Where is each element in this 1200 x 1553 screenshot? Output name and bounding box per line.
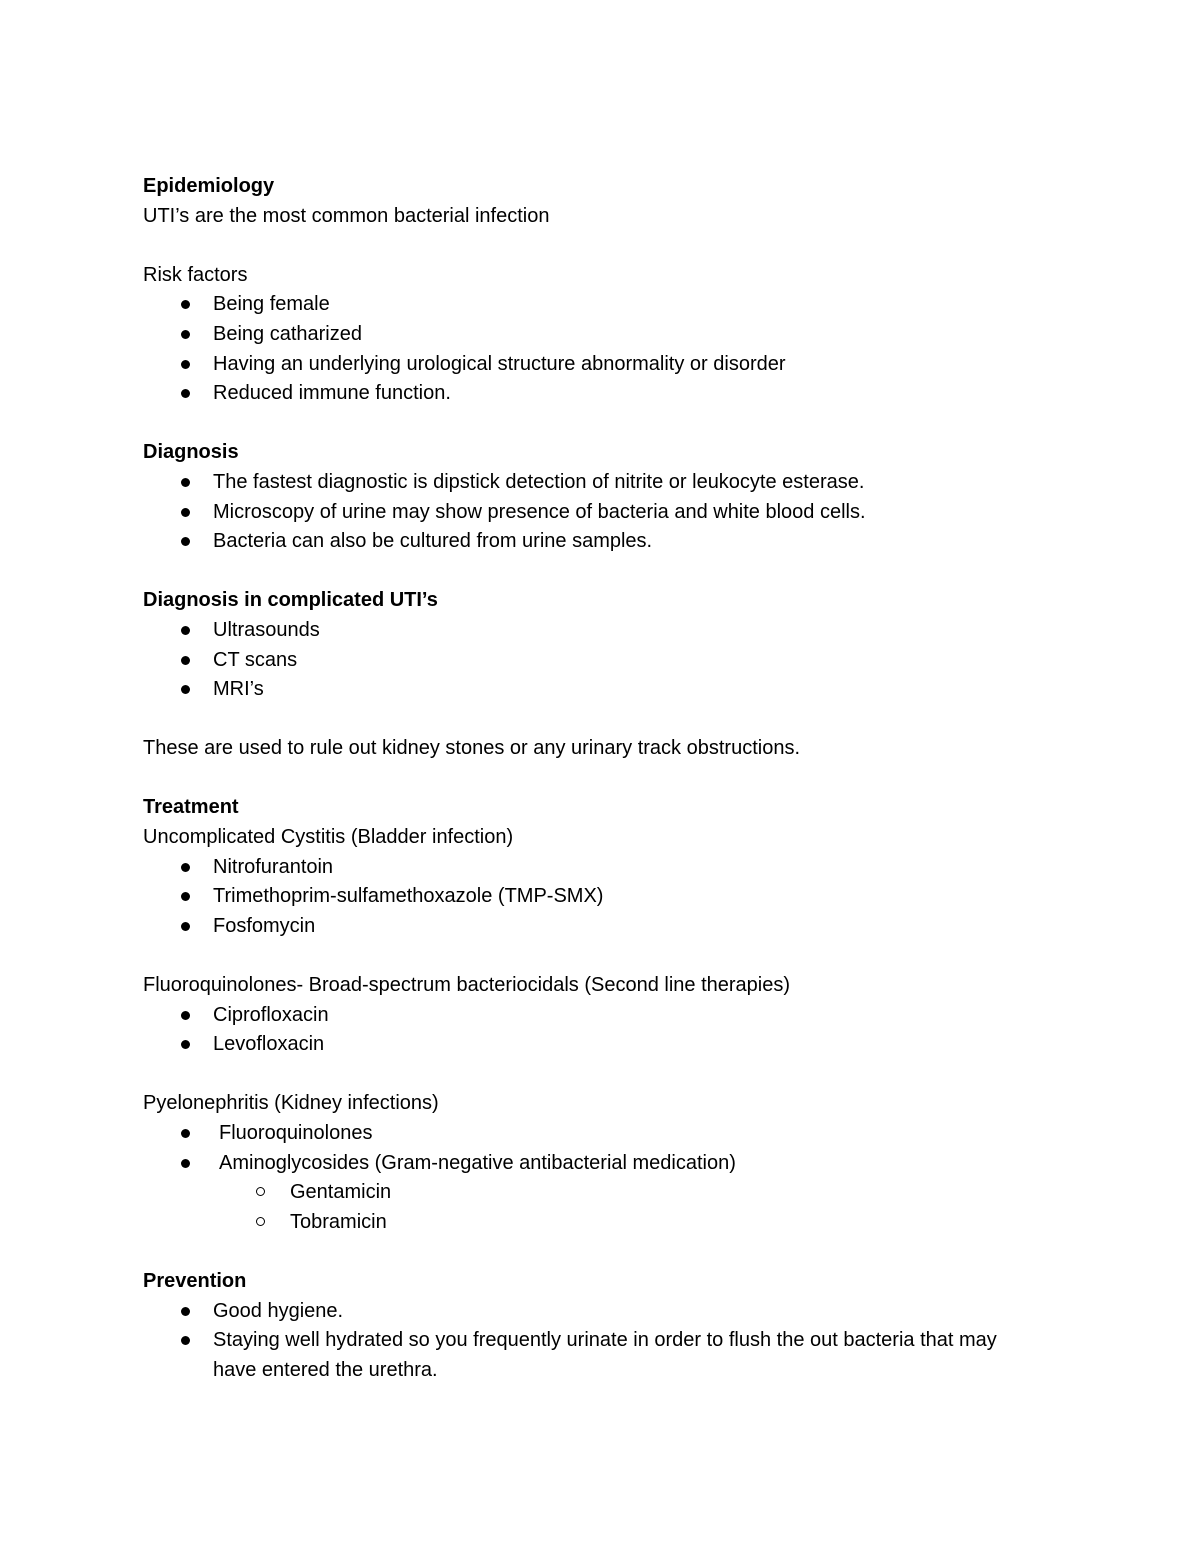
spacer bbox=[143, 557, 1200, 587]
spacer bbox=[143, 1060, 1200, 1090]
diagnosis-complicated-heading: Diagnosis in complicated UTI’s bbox=[143, 589, 438, 612]
list-item: Being catharized bbox=[143, 320, 1200, 350]
list-item: Being female bbox=[143, 290, 1200, 320]
uncomplicated-cystitis-list bbox=[143, 853, 1200, 942]
spacer bbox=[143, 409, 1200, 439]
list-item: The fastest diagnostic is dipstick detection of nitrite or leukocyte esterase. bbox=[143, 468, 1200, 498]
list-item: Good hygiene. bbox=[143, 1297, 1200, 1327]
fluoroquinolones-title: Fluoroquinolones- Broad-spectrum bacteriocidals (Second line therapies) bbox=[143, 974, 791, 997]
list-item: Nitrofurantoin bbox=[143, 853, 1200, 883]
prevention-heading: Prevention bbox=[143, 1269, 247, 1292]
prevention-list bbox=[143, 1297, 1200, 1386]
pyelonephritis-list bbox=[143, 1119, 1200, 1237]
spacer bbox=[143, 231, 1200, 261]
list-item: Trimethoprim-sulfamethoxazole (TMP-SMX) bbox=[143, 882, 1200, 912]
spacer bbox=[143, 764, 1200, 794]
risk-factors-list bbox=[143, 290, 1200, 408]
epidemiology-heading: Epidemiology bbox=[143, 175, 275, 197]
sub-list-item: Gentamicin bbox=[143, 1178, 1200, 1208]
list-item: Having an underlying urological structure abnormality or disorder bbox=[143, 350, 1200, 380]
list-item: Aminoglycosides (Gram-negative antibacterial medication) bbox=[143, 1149, 1200, 1179]
list-item: MRI’s bbox=[143, 675, 1200, 705]
list-item: Fluoroquinolones bbox=[143, 1119, 1200, 1149]
uncomplicated-cystitis-title: Uncomplicated Cystitis (Bladder infection) bbox=[143, 826, 514, 849]
pyelonephritis-title: Pyelonephritis (Kidney infections) bbox=[143, 1092, 439, 1115]
fluoroquinolones-list bbox=[143, 1001, 1200, 1060]
list-item: Microscopy of urine may show presence of bacteria and white blood cells. bbox=[143, 498, 1200, 528]
spacer bbox=[143, 1237, 1200, 1267]
list-item: Levofloxacin bbox=[143, 1030, 1200, 1060]
list-item: Staying well hydrated so you frequently urinate in order to flush the out bacteria that may have entered the urethra. bbox=[143, 1326, 1033, 1385]
list-item: Ciprofloxacin bbox=[143, 1001, 1200, 1031]
spacer bbox=[143, 705, 1200, 735]
diagnosis-complicated-list bbox=[143, 616, 1200, 705]
diagnosis-complicated-note: These are used to rule out kidney stones or any urinary track obstructions. bbox=[143, 737, 801, 760]
risk-factors-heading: Risk factors bbox=[143, 263, 248, 286]
list-item: Fosfomycin bbox=[143, 912, 1200, 942]
list-item: Ultrasounds bbox=[143, 616, 1200, 646]
diagnosis-heading: Diagnosis bbox=[143, 441, 239, 464]
list-item: Reduced immune function. bbox=[143, 379, 1200, 409]
diagnosis-list bbox=[143, 468, 1200, 557]
treatment-heading: Treatment bbox=[143, 796, 239, 819]
sub-list-item: Tobramicin bbox=[143, 1208, 1200, 1238]
list-item: CT scans bbox=[143, 646, 1200, 676]
epidemiology-text: UTI’s are the most common bacterial infection bbox=[143, 204, 550, 227]
spacer bbox=[143, 941, 1200, 971]
list-item: Bacteria can also be cultured from urine samples. bbox=[143, 527, 1200, 557]
